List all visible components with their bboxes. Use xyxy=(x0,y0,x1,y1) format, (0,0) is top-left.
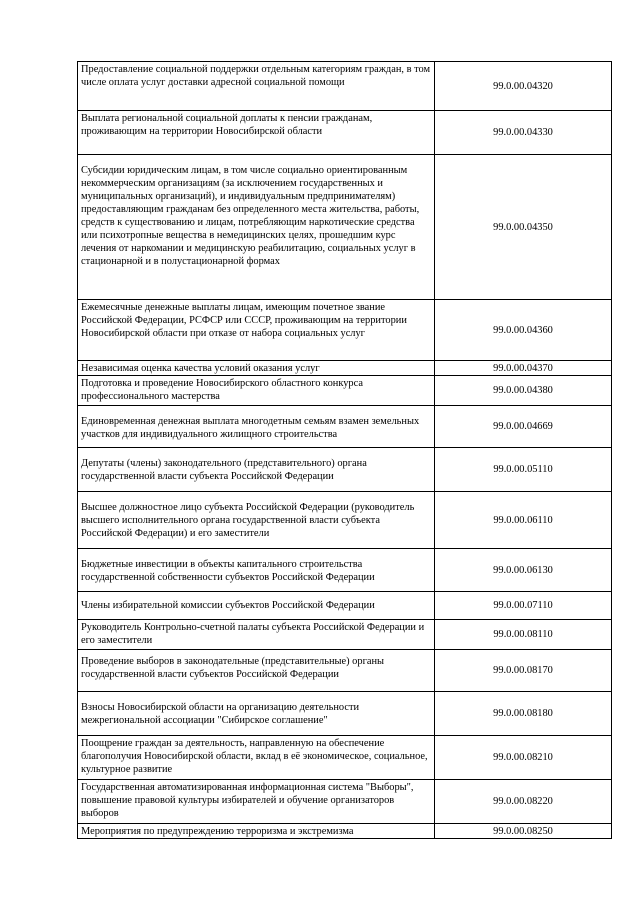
table-row xyxy=(78,376,612,406)
row-name: Бюджетные инвестиции в объекты капитального строительства государственной собственности субъектов Российской Федерации xyxy=(78,549,435,592)
row-code: 99.0.00.08170 xyxy=(435,650,612,692)
row-name: Независимая оценка качества условий оказания услуг xyxy=(78,361,435,376)
table-row xyxy=(78,736,612,780)
table-row xyxy=(78,406,612,448)
row-code: 99.0.00.04360 xyxy=(435,300,612,361)
row-code: 99.0.00.04669 xyxy=(435,406,612,448)
table-row xyxy=(78,300,612,361)
table-row xyxy=(78,780,612,824)
row-name: Депутаты (члены) законодательного (представительного) органа государственной власти субъекта Российской Федерации xyxy=(78,448,435,492)
table-row xyxy=(78,155,612,300)
row-name: Поощрение граждан за деятельность, направленную на обеспечение благополучия Новосибирской области, вклад в её экономическое, социальное, культурное развитие xyxy=(78,736,435,780)
table-row xyxy=(78,692,612,736)
row-name: Руководитель Контрольно-счетной палаты субъекта Российской Федерации и его заместители xyxy=(78,620,435,650)
row-code: 99.0.00.08210 xyxy=(435,736,612,780)
row-code: 99.0.00.06130 xyxy=(435,549,612,592)
row-code: 99.0.00.08180 xyxy=(435,692,612,736)
row-code: 99.0.00.04380 xyxy=(435,376,612,406)
row-name: Государственная автоматизированная информационная система "Выборы", повышение правовой культуры избирателей и обучение организаторов выборов xyxy=(78,780,435,824)
table-row xyxy=(78,361,612,376)
table-row xyxy=(78,549,612,592)
row-code: 99.0.00.08250 xyxy=(435,824,612,839)
table-row xyxy=(78,824,612,839)
row-code: 99.0.00.04330 xyxy=(435,111,612,155)
table-row xyxy=(78,592,612,620)
row-name: Взносы Новосибирской области на организацию деятельности межрегиональной ассоциации "Сибирское соглашение" xyxy=(78,692,435,736)
row-name: Ежемесячные денежные выплаты лицам, имеющим почетное звание Российской Федерации, РСФСР или СССР, проживающим на территории Новосибирской области при отказе от набора социальных услуг xyxy=(78,300,435,361)
row-code: 99.0.00.08110 xyxy=(435,620,612,650)
row-code: 99.0.00.05110 xyxy=(435,448,612,492)
row-name: Единовременная денежная выплата многодетным семьям взамен земельных участков для индивидуального жилищного строительства xyxy=(78,406,435,448)
budget-classification-table xyxy=(77,61,612,839)
row-name: Выплата региональной социальной доплаты к пенсии гражданам, проживающим на территории Новосибирской области xyxy=(78,111,435,155)
table-row xyxy=(78,650,612,692)
row-name: Высшее должностное лицо субъекта Российской Федерации (руководитель высшего исполнительного органа государственной власти субъекта Российской Федерации) и его заместители xyxy=(78,492,435,549)
row-code: 99.0.00.07110 xyxy=(435,592,612,620)
table-row xyxy=(78,111,612,155)
row-code: 99.0.00.06110 xyxy=(435,492,612,549)
row-name: Субсидии юридическим лицам, в том числе социально ориентированным некоммерческим организациям (за исключением государственных и муниципальных организаций), и индивидуальным предпринимателям) предоставляющим гражданам без определенного места жительства, работы, средств к существованию и лицам, потребляющим наркотические средства или психотропные вещества в немедицинских целях, прошедшим курс лечения от наркомании и медицинскую реабилитацию, социальных услуг в стационарной и в полустационарной формах xyxy=(78,155,435,300)
row-code: 99.0.00.08220 xyxy=(435,780,612,824)
row-name: Подготовка и проведение Новосибирского областного конкурса профессионального мастерства xyxy=(78,376,435,406)
row-name: Предоставление социальной поддержки отдельным категориям граждан, в том числе оплата услуг доставки адресной социальной помощи xyxy=(78,62,435,111)
row-name: Мероприятия по предупреждению терроризма и экстремизма xyxy=(78,824,435,839)
row-code: 99.0.00.04320 xyxy=(435,62,612,111)
table-body xyxy=(78,62,612,839)
table-row xyxy=(78,620,612,650)
row-name: Члены избирательной комиссии субъектов Российской Федерации xyxy=(78,592,435,620)
table-row xyxy=(78,62,612,111)
row-name: Проведение выборов в законодательные (представительные) органы государственной власти субъектов Российской Федерации xyxy=(78,650,435,692)
table-row xyxy=(78,492,612,549)
row-code: 99.0.00.04350 xyxy=(435,155,612,300)
table-row xyxy=(78,448,612,492)
row-code: 99.0.00.04370 xyxy=(435,361,612,376)
